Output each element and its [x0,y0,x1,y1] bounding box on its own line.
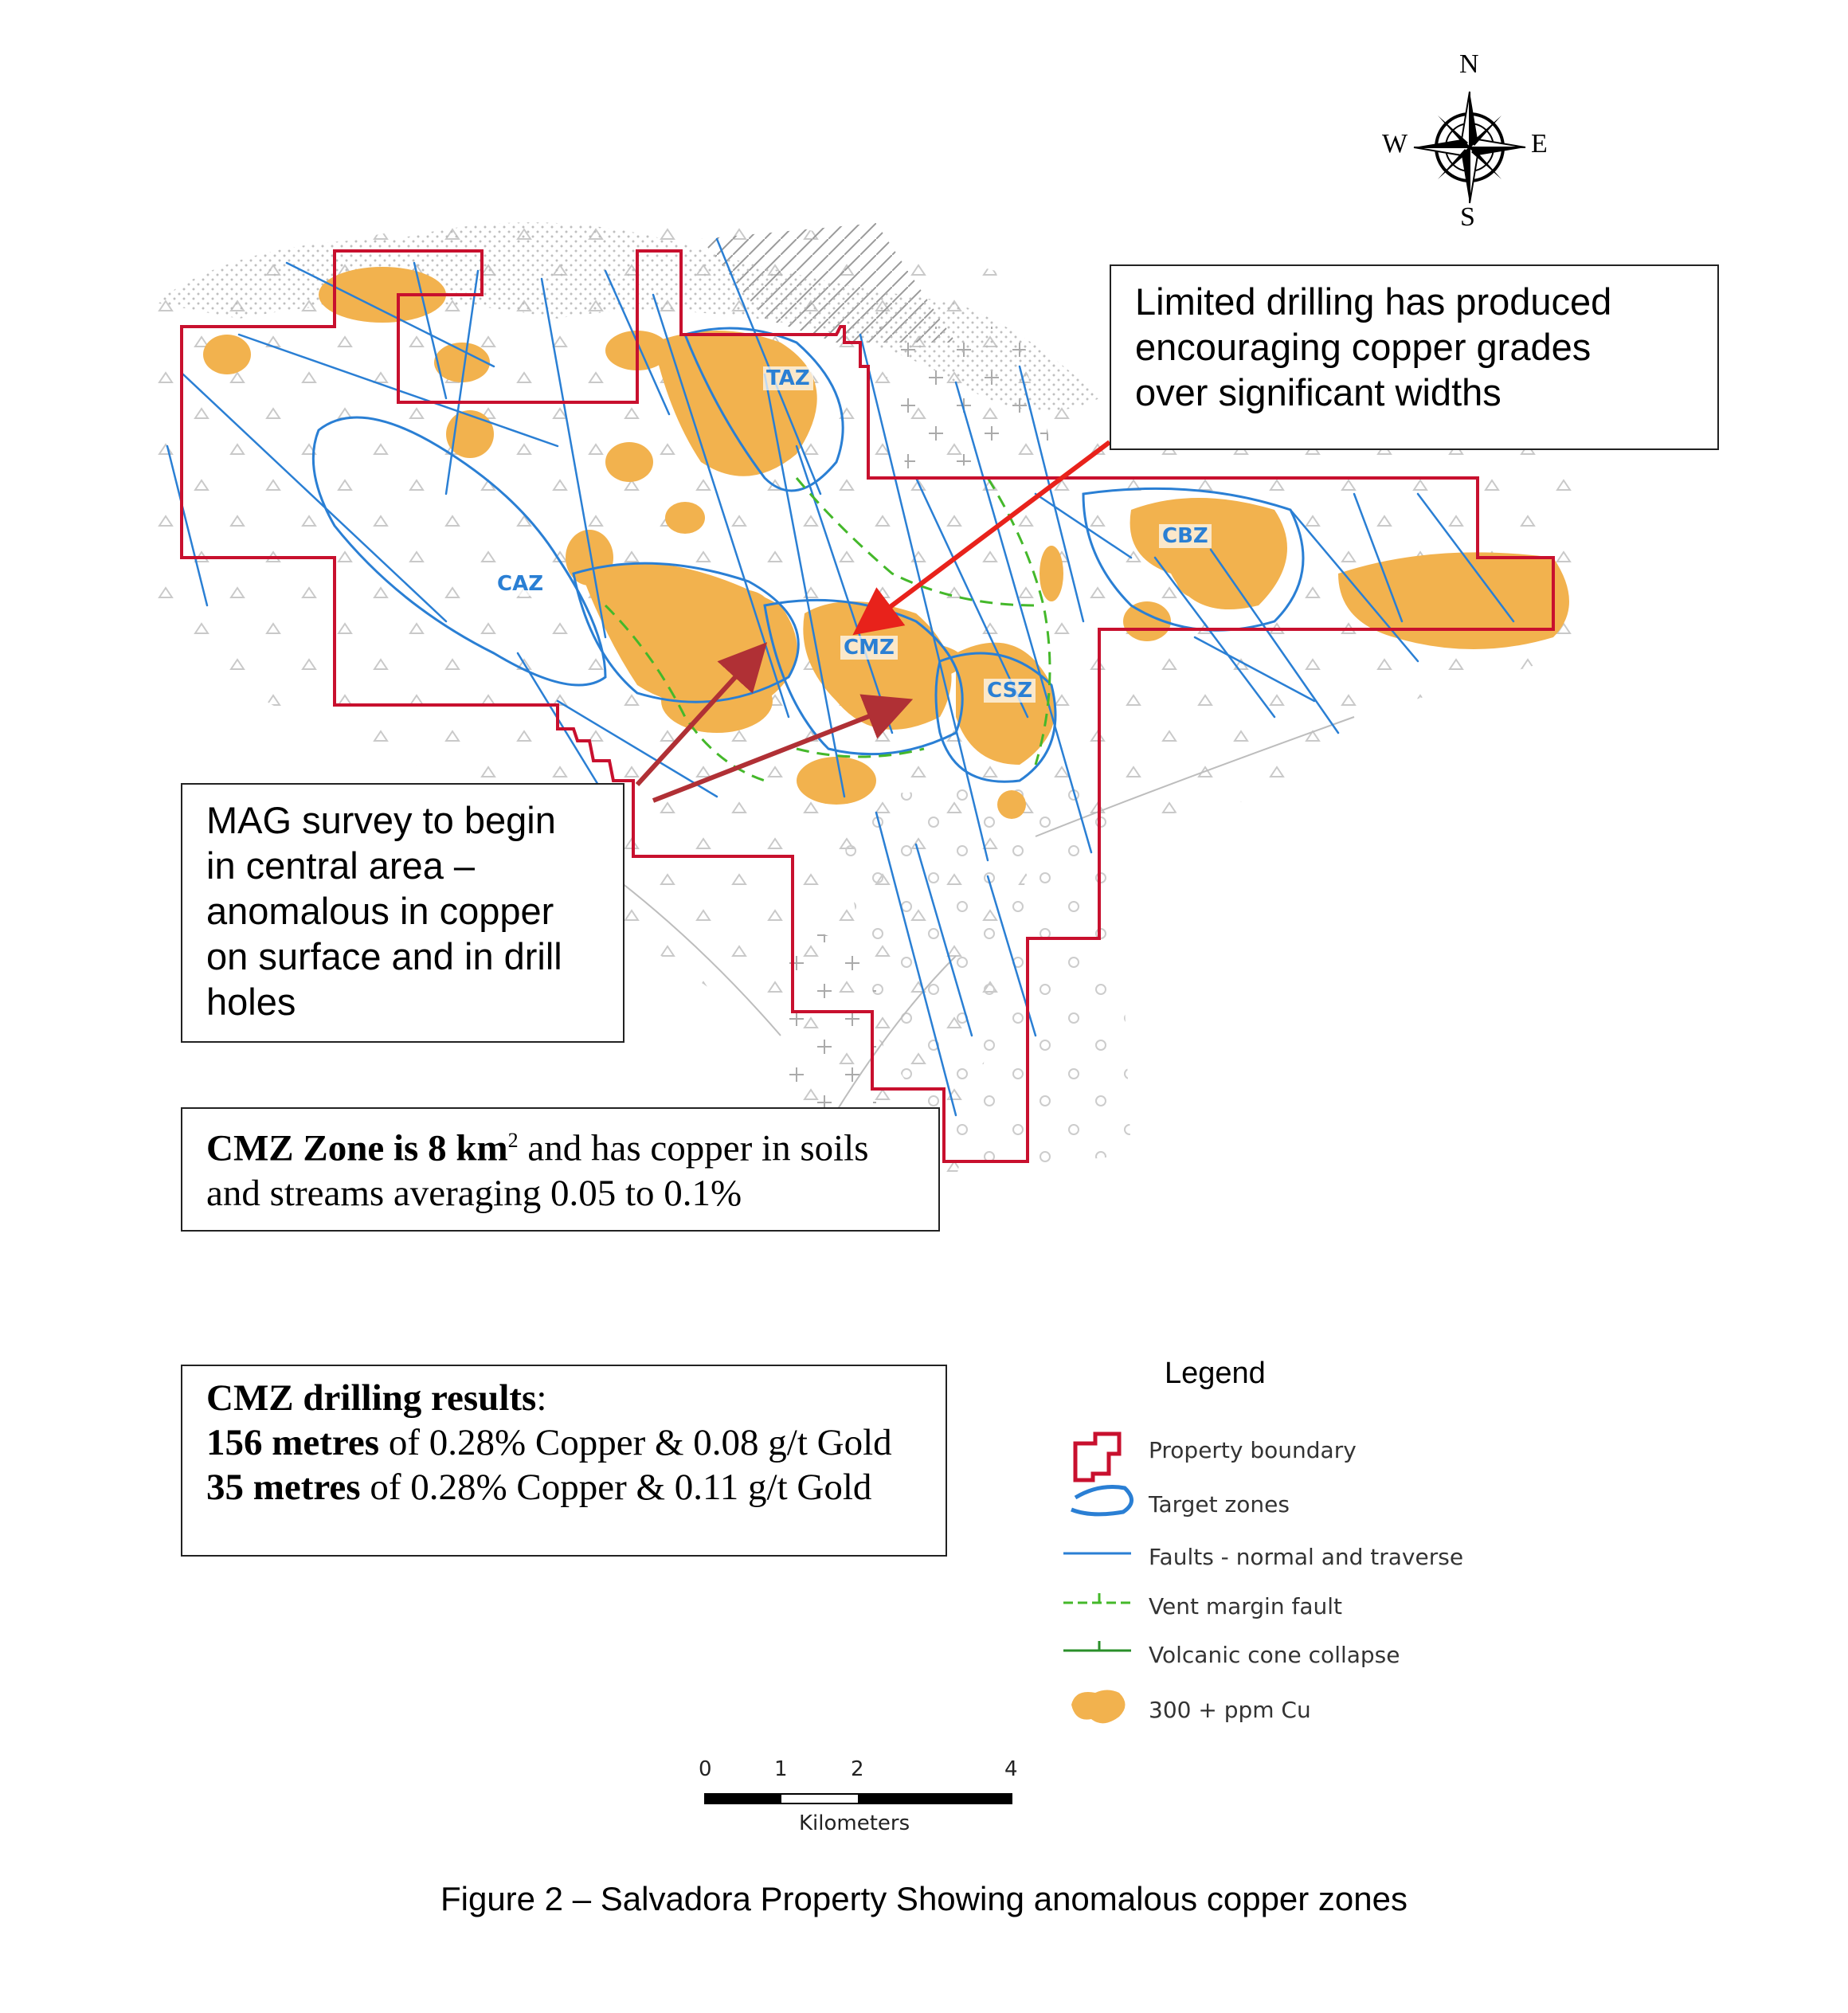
results-row-1 [206,1420,922,1465]
results-row-1-grade: of 0.28% Copper & 0.08 g/t Gold [379,1422,892,1463]
zone-label-cmz: CMZ [840,636,898,660]
mag-callout-line: MAG survey to begin [206,799,556,841]
compass-rose [1414,92,1525,203]
scale-tick-2: 2 [851,1757,864,1781]
zone-label-caz: CAZ [494,572,546,596]
legend-label-faults: Faults - normal and traverse [1149,1544,1464,1570]
mag-survey-callout [181,783,624,1043]
drilling-callout [1110,264,1719,450]
compass-east-label: E [1531,129,1548,159]
cmz-zone-bold: CMZ Zone is 8 km [206,1127,508,1169]
drilling-callout-line: encouraging copper grades [1135,326,1592,368]
mag-callout-line: on surface and in drill [206,935,562,977]
legend-symbol-volcanic-cone-collapse [1063,1641,1131,1651]
results-row-2-grade: of 0.28% Copper & 0.11 g/t Gold [360,1467,872,1508]
legend-symbol-copper-anomaly [1071,1690,1126,1724]
results-row-2 [206,1465,922,1510]
mag-callout-line: in central area – [206,844,476,887]
legend-title: Legend [1165,1357,1266,1390]
mag-callout-line: holes [206,981,296,1023]
legend-symbols [1063,1434,1132,1723]
scale-tick-0: 0 [699,1757,712,1781]
figure-caption: Figure 2 – Salvadora Property Showing anomalous copper zones [440,1880,1408,1917]
results-heading-bold: CMZ drilling results [206,1377,537,1419]
legend-label-copper-anomaly: 300 + ppm Cu [1149,1697,1311,1723]
compass-west-label: W [1382,129,1408,159]
cmz-zone-superscript: 2 [507,1129,519,1152]
mag-callout-line: anomalous in copper [206,890,554,932]
scale-tick-1: 1 [774,1757,788,1781]
legend-symbol-vent-margin-fault [1063,1593,1131,1603]
compass-south-label: S [1460,202,1475,232]
cmz-zone-line-1 [206,1118,914,1171]
scale-unit-label: Kilometers [799,1811,910,1835]
results-heading-colon: : [536,1377,547,1419]
zone-label-cbz: CBZ [1159,524,1212,548]
legend-label-property-boundary: Property boundary [1149,1437,1357,1463]
legend-symbol-property-boundary [1075,1434,1119,1480]
cmz-zone-callout [181,1107,940,1232]
drilling-callout-line: over significant widths [1135,371,1502,413]
zone-label-taz: TAZ [763,366,813,390]
results-row-2-length: 35 metres [206,1467,361,1508]
results-row-1-length: 156 metres [206,1422,380,1463]
scale-tick-4: 4 [1004,1757,1018,1781]
legend-label-target-zones: Target zones [1149,1491,1290,1518]
legend-symbol-target-zone [1071,1487,1132,1514]
drilling-callout-line: Limited drilling has produced [1135,280,1612,323]
cmz-zone-rest: and has copper in soils [518,1127,869,1169]
legend-label-volcanic-cone-collapse: Volcanic cone collapse [1149,1642,1400,1668]
legend-label-vent-margin-fault: Vent margin fault [1149,1593,1343,1619]
drilling-results-callout [181,1365,947,1557]
scale-bar-graphic [705,1794,1012,1803]
compass-north-label: N [1459,49,1479,79]
cmz-zone-line-2: and streams averaging 0.05 to 0.1% [206,1172,742,1214]
results-heading [206,1376,922,1420]
zone-label-csz: CSZ [984,679,1036,703]
